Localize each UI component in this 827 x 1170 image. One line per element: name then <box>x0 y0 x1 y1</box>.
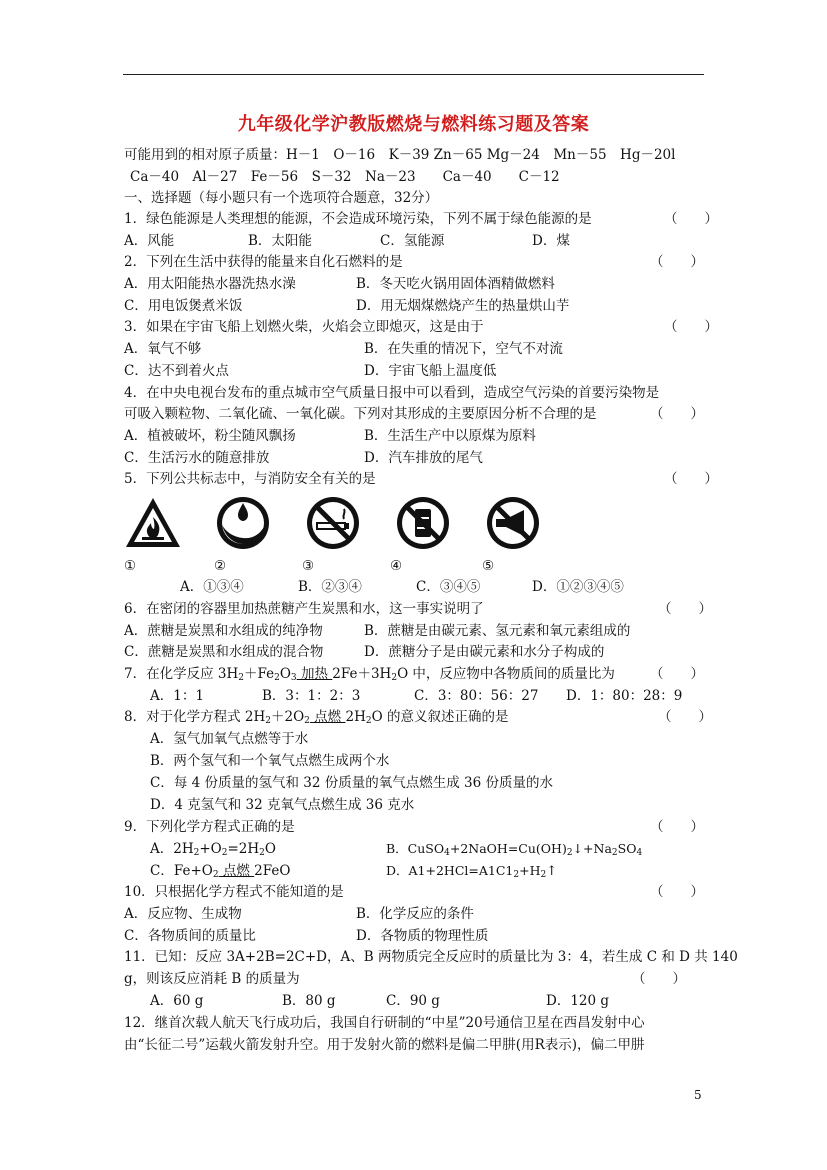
q4-option-d: D．汽车排放的尾气 <box>364 450 483 466</box>
q8-option-b: B．两个氢气和一个氧气点燃生成两个水 <box>150 753 390 769</box>
water-saving-sign-icon <box>214 495 272 551</box>
question-6-stem: 6．在密闭的容器里加热蔗糖产生炭黑和水，这一事实说明了 <box>124 601 484 617</box>
sign-number-3: ③ <box>302 558 315 574</box>
q3-option-a: A．氧气不够 <box>124 341 202 357</box>
q10-option-d: D．各物质的物理性质 <box>356 928 489 944</box>
answer-blank: （ ） <box>650 884 704 900</box>
question-12-line-1: 12．继首次载人航天飞行成功后，我国自行研制的“中星”20号通信卫星在西昌发射中心 <box>124 1015 645 1031</box>
atomic-masses-line-2: Ca－40 Al－27 Fe－56 S－32 Na－23 Ca－40 C－12 <box>130 169 560 185</box>
answer-blank: （ ） <box>650 819 704 835</box>
page-number: 5 <box>694 1088 702 1102</box>
q5-option-b: B．②③④ <box>298 579 362 595</box>
q11-option-a: A．60 g <box>150 993 204 1009</box>
q3-option-c: C．达不到着火点 <box>124 363 229 379</box>
q9-option-c: C．$Fe+O_2$ 点燃 2FeO <box>150 863 291 880</box>
q2-option-c: C．用电饭煲煮米饭 <box>124 298 243 314</box>
q6-option-c: C．蔗糖是炭黑和水组成的混合物 <box>124 644 324 660</box>
q1-option-a: A．风能 <box>124 233 175 249</box>
q1-option-d: D．煤 <box>532 233 570 249</box>
q7-option-b: B．3：1：2：3 <box>262 688 361 704</box>
q7-option-c: C．3：80：56：27 <box>414 688 539 704</box>
q8-option-a: A．氢气加氧气点燃等于水 <box>150 731 309 747</box>
answer-blank: （ ） <box>650 406 704 422</box>
atomic-masses-line-1: 可能用到的相对原子质量：H－1 O－16 K－39 Zn－65 Mg－24 Mn－55 Hg－20l <box>124 147 676 163</box>
header-rule <box>123 74 704 75</box>
answer-blank: （ ） <box>664 211 718 227</box>
section-heading: 一、选择题（每小题只有一个选项符合题意，32分） <box>124 190 439 206</box>
sign-number-5: ⑤ <box>482 558 495 574</box>
sign-number-4: ④ <box>390 558 403 574</box>
q9-option-b: B．$CuSO_4+2NaOH=Cu(OH)_2↓+Na_2SO_4$ <box>386 841 643 858</box>
q2-option-d: D．用无烟煤燃烧产生的热量烘山芋 <box>356 298 570 314</box>
question-11-stem-line-2: g，则该反应消耗 B 的质量为 <box>124 971 300 987</box>
question-10-stem: 10．只根据化学方程式不能知道的是 <box>124 884 344 900</box>
question-4-stem-line-2: 可吸入颗粒物、二氧化硫、一氧化碳。下列对其形成的主要原因分析不合理的是 <box>124 406 597 422</box>
no-smoking-sign-icon <box>304 495 362 551</box>
answer-blank: （ ） <box>658 709 712 725</box>
q6-option-a: A．蔗糖是炭黑和水组成的纯净物 <box>124 623 323 639</box>
document-title: 九年级化学沪教版燃烧与燃料练习题及答案 <box>237 114 590 135</box>
q6-option-d: D．蔗糖分子是由碳元素和水分子构成的 <box>364 644 605 660</box>
question-7-stem: 7．在化学反应 $3H_2+Fe_2O_3$ 加热 $2Fe+3H_2O$ 中，反应物中各物质间的质量比为 <box>124 666 615 683</box>
q11-option-b: B．80 g <box>282 993 336 1009</box>
answer-blank: （ ） <box>664 471 718 487</box>
q7-option-d: D．1：80：28：9 <box>566 688 683 704</box>
q5-option-d: D．①②③④⑤ <box>532 579 624 595</box>
q10-option-b: B．化学反应的条件 <box>356 906 474 922</box>
question-8-stem: 8．对于化学方程式 $2H_2+2O_2$ 点燃 $2H_2O$ 的意义叙述正确的是 <box>124 709 509 726</box>
flammable-sign-icon <box>124 495 182 551</box>
q10-option-a: A．反应物、生成物 <box>124 906 242 922</box>
question-1-stem: 1．绿色能源是人类理想的能源，不会造成环境污染，下列不属于绿色能源的是 <box>124 211 592 227</box>
question-12-line-2: 由“长征二号”运载火箭发射升空。用于发射火箭的燃料是偏二甲肼(用R表示)，偏二甲肼 <box>124 1037 645 1053</box>
q11-option-c: C．90 g <box>386 993 440 1009</box>
sign-number-2: ② <box>214 558 227 574</box>
q6-option-b: B．蔗糖是由碳元素、氢元素和氧元素组成的 <box>364 623 631 639</box>
q4-option-a: A．植被破坏，粉尘随风飘扬 <box>124 428 296 444</box>
question-4-stem-line-1: 4．在中央电视台发布的重点城市空气质量日报中可以看到，造成空气污染的首要污染物是 <box>124 385 660 401</box>
answer-blank: （ ） <box>658 601 712 617</box>
q8-option-d: D．4 克氢气和 32 克氧气点燃生成 36 克水 <box>150 797 415 813</box>
answer-blank: （ ） <box>650 254 704 270</box>
q4-option-c: C．生活污水的随意排放 <box>124 450 270 466</box>
q1-option-b: B．太阳能 <box>248 233 312 249</box>
q8-option-c: C．每 4 份质量的氢气和 32 份质量的氧气点燃生成 36 份质量的水 <box>150 775 554 791</box>
q5-option-a: A．①③④ <box>180 579 244 595</box>
q4-option-b: B．生活生产中以原煤为原料 <box>364 428 536 444</box>
q3-option-d: D．宇宙飞船上温度低 <box>364 363 497 379</box>
answer-blank: （ ） <box>650 666 704 682</box>
safety-signs-row <box>124 495 554 555</box>
question-3-stem: 3．如果在宇宙飞船上划燃火柴，火焰会立即熄灭，这是由于 <box>124 319 484 335</box>
answer-blank: （ ） <box>632 971 686 987</box>
q7-option-a: A．1：1 <box>150 688 204 704</box>
q3-option-b: B．在失重的情况下，空气不对流 <box>364 341 563 357</box>
sign-number-1: ① <box>124 558 137 574</box>
question-9-stem: 9．下列化学方程式正确的是 <box>124 819 295 835</box>
question-5-stem: 5．下列公共标志中，与消防安全有关的是 <box>124 471 376 487</box>
answer-blank: （ ） <box>664 319 718 335</box>
question-2-stem: 2．下列在生活中获得的能量来自化石燃料的是 <box>124 254 403 270</box>
q2-option-a: A．用太阳能热水器洗热水澡 <box>124 276 296 292</box>
q2-option-b: B．冬天吃火锅用固体酒精做燃料 <box>356 276 555 292</box>
question-11-stem-line-1: 11．已知：反应 3A+2B=2C+D，A、B 两物质完全反应时的质量比为 3：4，若生成 C 和 D 共 140 <box>124 949 738 965</box>
q9-option-d: D．$A1+2HCl=A1C1_2+H_2↑$ <box>386 863 558 880</box>
q11-option-d: D．120 g <box>546 993 610 1009</box>
q5-option-c: C．③④⑤ <box>416 579 481 595</box>
q10-option-c: C．各物质间的质量比 <box>124 928 256 944</box>
no-fuel-storage-sign-icon <box>394 495 452 551</box>
q1-option-c: C．氢能源 <box>380 233 445 249</box>
q9-option-a: A．$2H_2+O_2=2H_2O$ <box>150 841 276 858</box>
no-horn-sign-icon <box>484 495 542 551</box>
